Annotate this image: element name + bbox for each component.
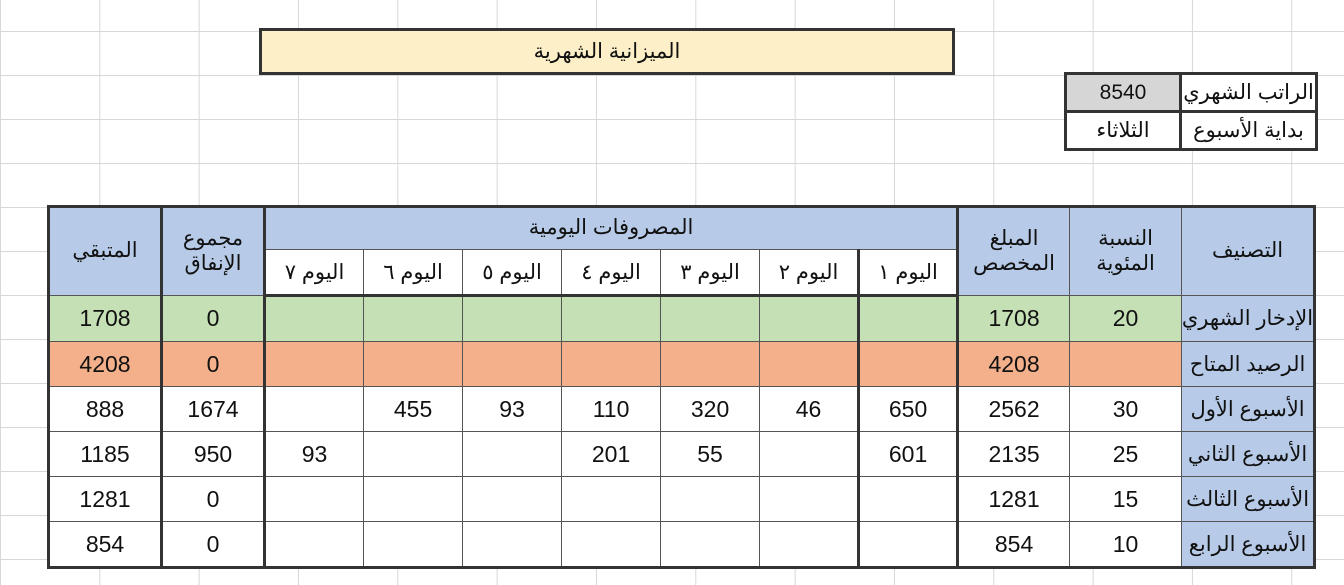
day-2-cell[interactable] [760,296,859,342]
allocated-cell[interactable]: 1281 [958,477,1070,522]
day-1-cell[interactable]: 601 [859,432,958,477]
day-4-cell[interactable] [562,342,661,387]
percent-cell[interactable]: 20 [1070,296,1182,342]
day-3-cell[interactable] [661,296,760,342]
day-5-cell[interactable] [463,477,562,522]
day-5-cell[interactable] [463,432,562,477]
table-row [49,522,1315,568]
total-spent-cell[interactable]: 1674 [162,387,265,432]
day-5-cell[interactable]: 93 [463,387,562,432]
table-row [49,477,1315,522]
day-3-cell[interactable]: 320 [661,387,760,432]
day-5-cell[interactable] [463,296,562,342]
day-2-cell[interactable]: 46 [760,387,859,432]
percent-cell[interactable] [1070,342,1182,387]
remaining-cell[interactable]: 888 [49,387,162,432]
allocated-cell[interactable]: 2562 [958,387,1070,432]
remaining-cell[interactable]: 854 [49,522,162,568]
category-cell[interactable]: الأسبوع الرابع [1182,522,1315,568]
day-3-cell[interactable] [661,342,760,387]
day-4-cell[interactable] [562,296,661,342]
total-spent-cell[interactable]: 0 [162,522,265,568]
allocated-cell[interactable]: 2135 [958,432,1070,477]
day-3-cell[interactable] [661,477,760,522]
header-day-4[interactable]: اليوم ٤ [562,250,661,296]
total-spent-cell[interactable]: 0 [162,342,265,387]
day-4-cell[interactable] [562,477,661,522]
salary-label-cell[interactable]: الراتب الشهري [1181,74,1317,112]
header-day-3[interactable]: اليوم ٣ [661,250,760,296]
day-4-cell[interactable]: 201 [562,432,661,477]
header-day-2[interactable]: اليوم ٢ [760,250,859,296]
header-allocated[interactable]: المبلغ المخصص [958,207,1070,296]
category-cell[interactable]: الأسبوع الثالث [1182,477,1315,522]
total-spent-cell[interactable]: 0 [162,477,265,522]
header-total-spent[interactable]: مجموع الإنفاق [162,207,265,296]
header-category[interactable]: التصنيف [1182,207,1315,296]
day-1-cell[interactable] [859,522,958,568]
day-7-cell[interactable] [265,296,364,342]
remaining-cell[interactable]: 1185 [49,432,162,477]
total-spent-cell[interactable]: 950 [162,432,265,477]
day-3-cell[interactable]: 55 [661,432,760,477]
day-6-cell[interactable]: 455 [364,387,463,432]
day-1-cell[interactable] [859,477,958,522]
remaining-cell[interactable]: 4208 [49,342,162,387]
week-start-label-cell[interactable]: بداية الأسبوع [1181,112,1317,150]
day-2-cell[interactable] [760,477,859,522]
percent-cell[interactable]: 30 [1070,387,1182,432]
header-day-6[interactable]: اليوم ٦ [364,250,463,296]
info-table [1064,72,1318,151]
category-cell[interactable]: الرصيد المتاح [1182,342,1315,387]
category-cell[interactable]: الأسبوع الثاني [1182,432,1315,477]
day-7-cell[interactable] [265,342,364,387]
day-7-cell[interactable] [265,477,364,522]
day-2-cell[interactable] [760,342,859,387]
day-1-cell[interactable] [859,342,958,387]
day-6-cell[interactable] [364,477,463,522]
day-5-cell[interactable] [463,522,562,568]
budget-table [47,205,1316,569]
total-spent-cell[interactable]: 0 [162,296,265,342]
table-row [49,432,1315,477]
allocated-cell[interactable]: 4208 [958,342,1070,387]
percent-cell[interactable]: 15 [1070,477,1182,522]
category-cell[interactable]: الأسبوع الأول [1182,387,1315,432]
day-7-cell[interactable] [265,522,364,568]
day-6-cell[interactable] [364,342,463,387]
header-day-7[interactable]: اليوم ٧ [265,250,364,296]
day-4-cell[interactable]: 110 [562,387,661,432]
day-1-cell[interactable] [859,296,958,342]
day-6-cell[interactable] [364,522,463,568]
remaining-cell[interactable]: 1281 [49,477,162,522]
remaining-cell[interactable]: 1708 [49,296,162,342]
percent-cell[interactable]: 25 [1070,432,1182,477]
day-1-cell[interactable]: 650 [859,387,958,432]
allocated-cell[interactable]: 854 [958,522,1070,568]
day-7-cell[interactable]: 93 [265,432,364,477]
table-row [49,342,1315,387]
allocated-cell[interactable]: 1708 [958,296,1070,342]
percent-cell[interactable]: 10 [1070,522,1182,568]
day-6-cell[interactable] [364,296,463,342]
day-5-cell[interactable] [463,342,562,387]
day-2-cell[interactable] [760,522,859,568]
header-day-5[interactable]: اليوم ٥ [463,250,562,296]
week-start-value-cell[interactable]: الثلاثاء [1066,112,1181,150]
table-row [49,296,1315,342]
category-cell[interactable]: الإدخار الشهري [1182,296,1315,342]
budget-title[interactable]: الميزانية الشهرية [259,28,955,75]
day-4-cell[interactable] [562,522,661,568]
header-daily-expenses[interactable]: المصروفات اليومية [265,207,958,250]
day-3-cell[interactable] [661,522,760,568]
day-7-cell[interactable] [265,387,364,432]
header-remaining[interactable]: المتبقي [49,207,162,296]
table-row [49,387,1315,432]
header-percent[interactable]: النسبة المئوية [1070,207,1182,296]
salary-value-cell[interactable]: 8540 [1066,74,1181,112]
day-2-cell[interactable] [760,432,859,477]
day-6-cell[interactable] [364,432,463,477]
header-day-1[interactable]: اليوم ١ [859,250,958,296]
